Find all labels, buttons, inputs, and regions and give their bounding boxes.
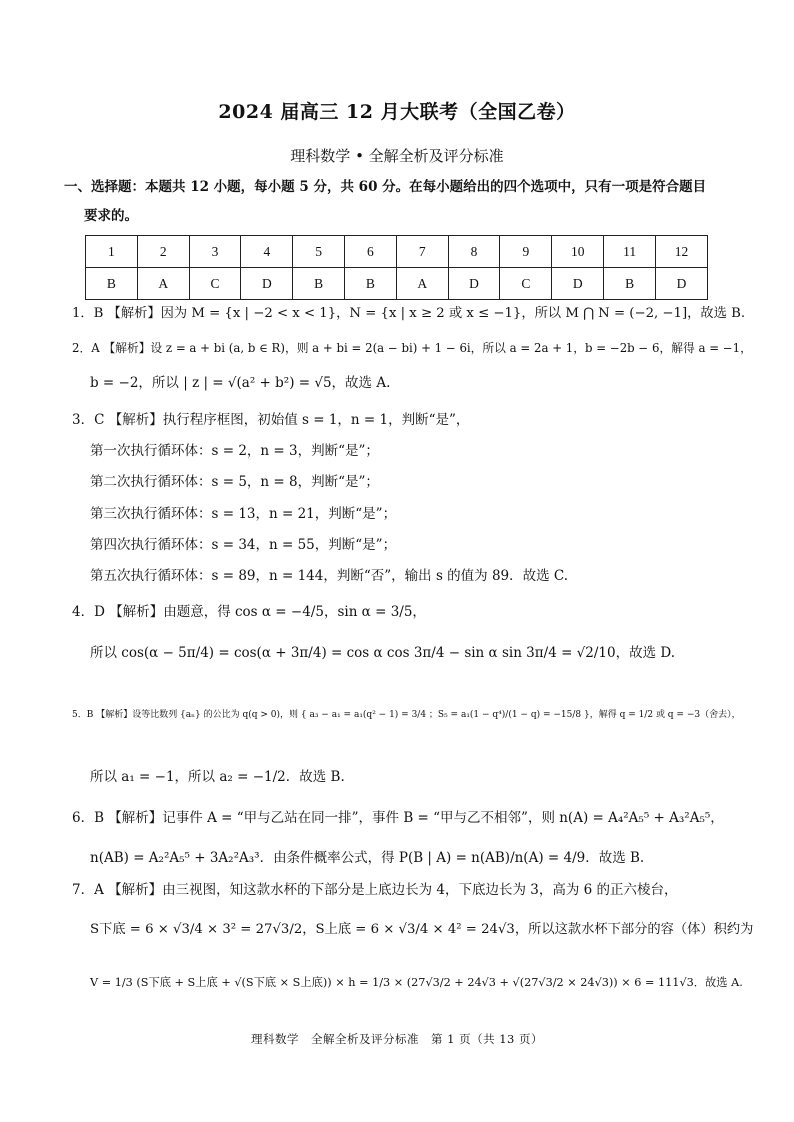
section-heading (64, 173, 724, 231)
table-row-numbers (86, 236, 708, 268)
table-cell: A (396, 268, 448, 300)
solution-3-line6: 第五次执行循环体：s = 89，n = 144，判断“否”，输出 s 的值为 89．故选 C. (90, 568, 569, 584)
table-cell: A (137, 268, 189, 300)
solution-5-line2: 所以 a₁ = −1，所以 a₂ = −1/2．故选 B. (90, 769, 345, 785)
table-cell: 11 (604, 236, 656, 268)
table-cell: D (552, 268, 604, 300)
solution-4-line2: 所以 cos(α − 5π/4) = cos(α + 3π/4) = cos α cos 3π/4 − sin α sin 3π/4 = √2/10，故选 D. (90, 645, 676, 661)
solution-7-line3: V = 1/3 (S下底 + S上底 + √(S下底 × S上底)) × h = 1/3 × (27√3/2 + 24√3 + √(27√3/2 × 24√3)) × 6 = 111√3．故选 A. (90, 976, 743, 989)
solution-2-line1: 2．A 【解析】设 z = a + bi (a, b ∈ R)，则 a + bi = 2(a − bi) + 1 − 6i，所以 a = 2a + 1，b = −2b − 6，解得 a = −1， (72, 341, 752, 355)
table-cell: 2 (137, 236, 189, 268)
solution-3-line4: 第三次执行循环体：s = 13，n = 21，判断“是”； (90, 506, 397, 522)
solution-6-line1: 6．B 【解析】记事件 A = “甲与乙站在同一排”，事件 B = “甲与乙不相邻”，则 n(A) = A₄²A₅⁵ + A₃²A₅⁵， (72, 810, 724, 826)
table-cell: D (241, 268, 293, 300)
table-cell: 1 (86, 236, 138, 268)
solution-7-line1: 7．A 【解析】由三视图，知这款水杯的下部分是上底边长为 4，下底边长为 3，高为 6 的正六棱台， (72, 882, 678, 898)
page-subtitle: 理科数学 • 全解全析及评分标准 (290, 147, 504, 165)
table-cell: 6 (345, 236, 397, 268)
solution-3-line1: 3．C 【解析】执行程序框图，初始值 s = 1，n = 1，判断“是”， (72, 412, 470, 428)
table-cell: 10 (552, 236, 604, 268)
table-cell: D (448, 268, 500, 300)
table-cell: 5 (293, 236, 345, 268)
table-cell: 7 (396, 236, 448, 268)
section-heading-line1: 一、选择题：本题共 12 小题，每小题 5 分，共 60 分。在每小题给出的四个选项中，只有一项是符合题目 (64, 179, 707, 195)
solution-7-line2: S下底 = 6 × √3/4 × 3² = 27√3/2，S上底 = 6 × √3/4 × 4² = 24√3，所以这款水杯下部分的容（体）积约为 (90, 922, 754, 937)
table-cell: B (345, 268, 397, 300)
table-cell: C (500, 268, 552, 300)
solution-2-line2: b = −2，所以 | z | = √(a² + b²) = √5，故选 A. (90, 375, 391, 391)
section-heading-line2: 要求的。 (84, 208, 138, 224)
page-footer: 理科数学 全解全析及评分标准 第 1 页（共 13 页） (250, 1032, 544, 1046)
table-cell: B (86, 268, 138, 300)
table-cell: 4 (241, 236, 293, 268)
page-title: 2024 届高三 12 月大联考（全国乙卷） (218, 101, 576, 123)
table-cell: 3 (189, 236, 241, 268)
solution-3-line2: 第一次执行循环体：s = 2，n = 3，判断“是”； (90, 443, 379, 459)
solution-3-line3: 第二次执行循环体：s = 5，n = 8，判断“是”； (90, 474, 379, 490)
table-cell: 8 (448, 236, 500, 268)
table-cell: 9 (500, 236, 552, 268)
table-row-answers (86, 268, 708, 300)
solution-3-line5: 第四次执行循环体：s = 34，n = 55，判断“是”； (90, 537, 397, 553)
table-cell: C (189, 268, 241, 300)
table-cell: B (604, 268, 656, 300)
table-cell: 12 (656, 236, 708, 268)
solution-5-line1: 5．B 【解析】设等比数列 {aₙ} 的公比为 q(q > 0)，则 { a₃ − a₁ = a₁(q² − 1) = 3/4 ；S₅ = a₁(1 − q⁴)/(1 − q) = −15/8 }，解得 q = 1/2 或 q = −3（舍去）， (72, 710, 741, 720)
table-cell: D (656, 268, 708, 300)
solution-6-line2: n(AB) = A₂²A₅⁵ + 3A₂²A₃³．由条件概率公式，得 P(B | A) = n(AB)/n(A) = 4/9．故选 B. (90, 850, 645, 866)
table-cell: B (293, 268, 345, 300)
solution-4-line1: 4．D 【解析】由题意，得 cos α = −4/5，sin α = 3/5， (72, 604, 426, 620)
answer-table (85, 235, 708, 300)
solution-1: 1．B 【解析】因为 M = {x | −2 < x < 1}，N = {x | x ≥ 2 或 x ≤ −1}，所以 M ⋂ N = (−2, −1]，故选 B. (72, 306, 746, 321)
